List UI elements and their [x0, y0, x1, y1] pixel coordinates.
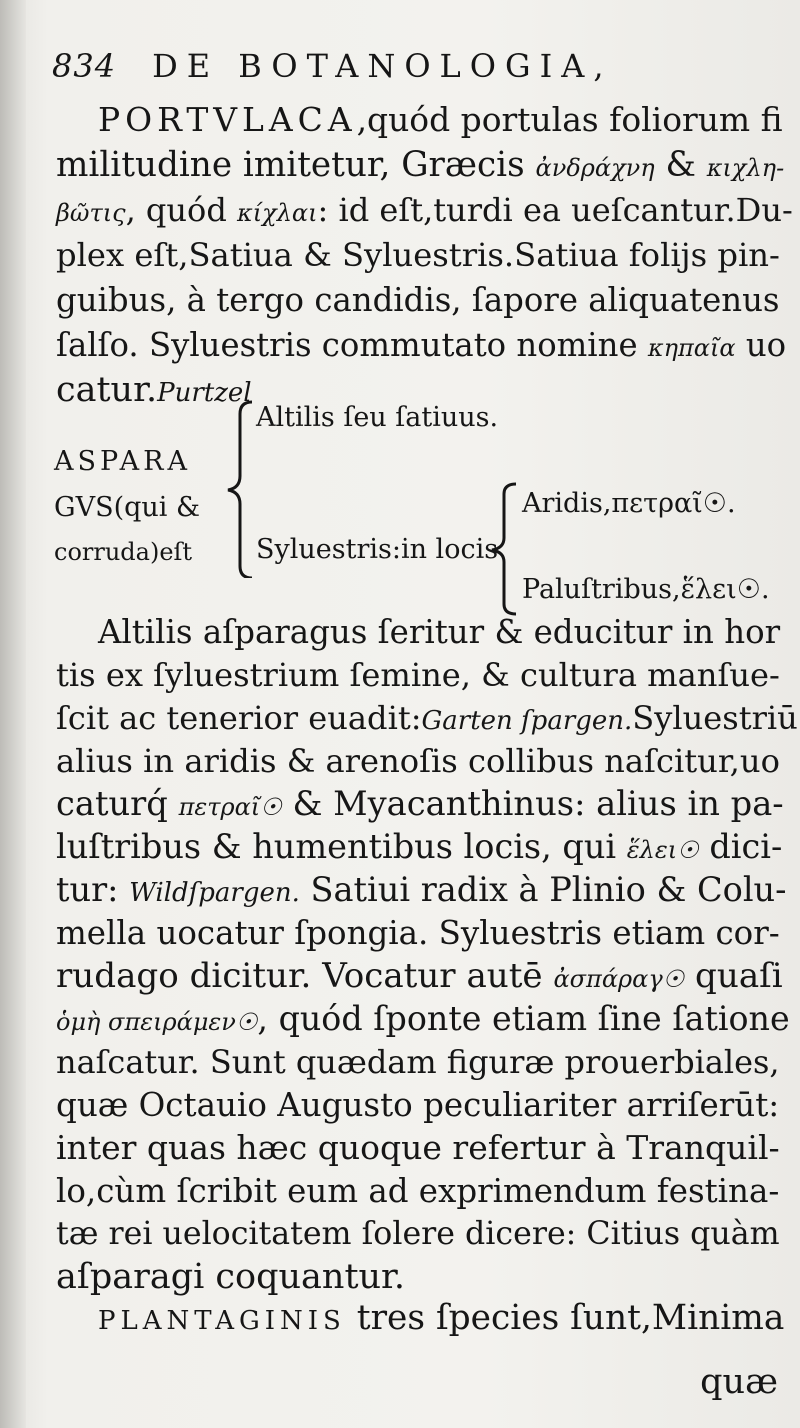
greek-text: ὁμὴ σπειράμεν☉ — [56, 1008, 258, 1036]
page-number: 834 — [52, 47, 117, 85]
text-run: lo,cùm ſcribit eum ad exprimendum festina- — [56, 1172, 780, 1210]
diagram-sub-aridis: Aridis,πετραῖ☉. — [522, 488, 736, 519]
text-run: tæ rei uelocitatem ſolere dicere: Citius quàm — [56, 1216, 780, 1252]
text-run: Wildſpargen. — [129, 878, 300, 908]
text-run: & Myacanthinus: alius in pa- — [281, 784, 784, 823]
text-line — [56, 235, 780, 275]
text-run: Syluestriū — [632, 699, 798, 737]
text-line — [56, 280, 780, 320]
main-brace — [218, 398, 258, 578]
diagram-branch-sylvestris: Syluestris:in locis — [256, 534, 499, 565]
text-line — [56, 1042, 780, 1082]
text-run: catur. — [56, 370, 158, 410]
text-run: PLANTAGINIS — [98, 1306, 346, 1336]
text-run: tres ſpecies ſunt,Minima — [345, 1298, 785, 1338]
text-line — [56, 1257, 405, 1297]
text-run: aſparagi coquantur. — [56, 1257, 406, 1297]
diagram-head-line-3: corruda)eſt — [54, 538, 193, 566]
text-run: quæ Octauio Augusto peculiariter arriſerūt: — [56, 1086, 780, 1124]
text-line — [56, 698, 798, 741]
text-line — [56, 190, 793, 233]
running-title: DE BOTANOLOGIA, — [152, 47, 613, 85]
diagram-branch-altilis: Altilis ſeu ſatiuus. — [256, 402, 499, 433]
text-run: , quód ſponte etiam ſine ſatione — [257, 999, 790, 1038]
text-run: caturq́ — [56, 784, 179, 823]
text-line — [56, 913, 780, 953]
greek-text: ἀσπάραγ☉ — [553, 965, 685, 993]
greek-text: κιχλη- — [706, 154, 785, 182]
text-line — [56, 999, 790, 1042]
asparagus-bracket-diagram — [0, 388, 800, 618]
text-run: naſcatur. Sunt quædam figuræ prouerbiales, — [56, 1043, 780, 1081]
text-run: luſtribus & humentibus locis, qui — [56, 827, 627, 866]
greek-text: κηπαῖα — [647, 334, 736, 362]
diagram-head-line-1: ASPARA — [54, 446, 192, 477]
greek-text: πετραῖ☉ — [178, 793, 282, 821]
text-run: Altilis aſparagus ſeritur & educitur in hor — [98, 613, 781, 651]
text-run: : id eſt,turdi ea ueſcantur.Du- — [317, 191, 793, 229]
diagram-head-line-2: GVS(qui & — [54, 492, 201, 523]
text-run: , quód — [125, 191, 237, 229]
text-run: dici- — [698, 827, 783, 866]
sub-brace — [482, 480, 522, 616]
text-run: tur: — [56, 870, 130, 909]
text-line — [56, 1085, 779, 1125]
text-line — [98, 1298, 784, 1341]
text-run: ſcit ac tenerior euadit: — [56, 699, 422, 737]
greek-text: βῶτις — [56, 199, 126, 227]
text-run: Satiui radix à Plinio & Colu- — [299, 870, 787, 909]
page-gutter — [0, 0, 26, 1428]
text-run: mella uocatur ſpongia. Syluestris etiam cor- — [56, 914, 780, 952]
text-run: militudine imitetur, Græcis — [56, 145, 536, 185]
text-run: Garten ſpargen. — [421, 706, 633, 736]
diagram-sub-palustribus: Paluſtribus,ἕλει☉. — [522, 574, 770, 605]
text-run: tis ex ſyluestrium ſemine, & cultura manſue- — [56, 656, 780, 694]
text-run: Purtzel — [157, 378, 252, 408]
greek-text: ἕλει☉ — [626, 836, 699, 864]
text-line — [56, 870, 787, 913]
text-line — [56, 1128, 780, 1168]
text-run: rudago dicitur. Vocatur autē — [56, 956, 554, 996]
greek-text: ἀνδράχνη — [535, 154, 655, 182]
text-line — [56, 655, 780, 695]
text-line — [56, 1214, 780, 1254]
text-line — [56, 784, 784, 827]
running-head — [52, 40, 652, 92]
greek-text: κίχλαι — [237, 199, 318, 227]
text-line — [56, 827, 782, 870]
text-run: guibus, à tergo candidis, ſapore aliquatenus — [56, 281, 780, 319]
text-line — [56, 1171, 779, 1211]
text-line — [56, 741, 780, 781]
text-line — [56, 145, 784, 188]
text-run: inter quas hæc quoque refertur à Tranquil- — [56, 1128, 780, 1167]
text-run: PORTVLACA — [98, 100, 357, 139]
text-run: quaſi — [684, 956, 783, 996]
text-run: alius in aridis & arenoſis collibus naſcitur,uo — [56, 742, 780, 780]
text-run: uo — [735, 326, 787, 364]
text-line — [98, 100, 783, 140]
text-line — [56, 325, 786, 368]
catchword: quæ — [700, 1362, 778, 1402]
text-run: ſalſo. Syluestris commutato nomine — [56, 326, 648, 364]
text-line — [56, 956, 783, 999]
text-run: plex eſt,Satiua & Syluestris.Satiua folijs pin- — [56, 236, 780, 274]
text-run: & — [654, 145, 707, 185]
text-line — [98, 612, 780, 652]
text-run: ,quód portulas foliorum fi — [356, 100, 783, 139]
